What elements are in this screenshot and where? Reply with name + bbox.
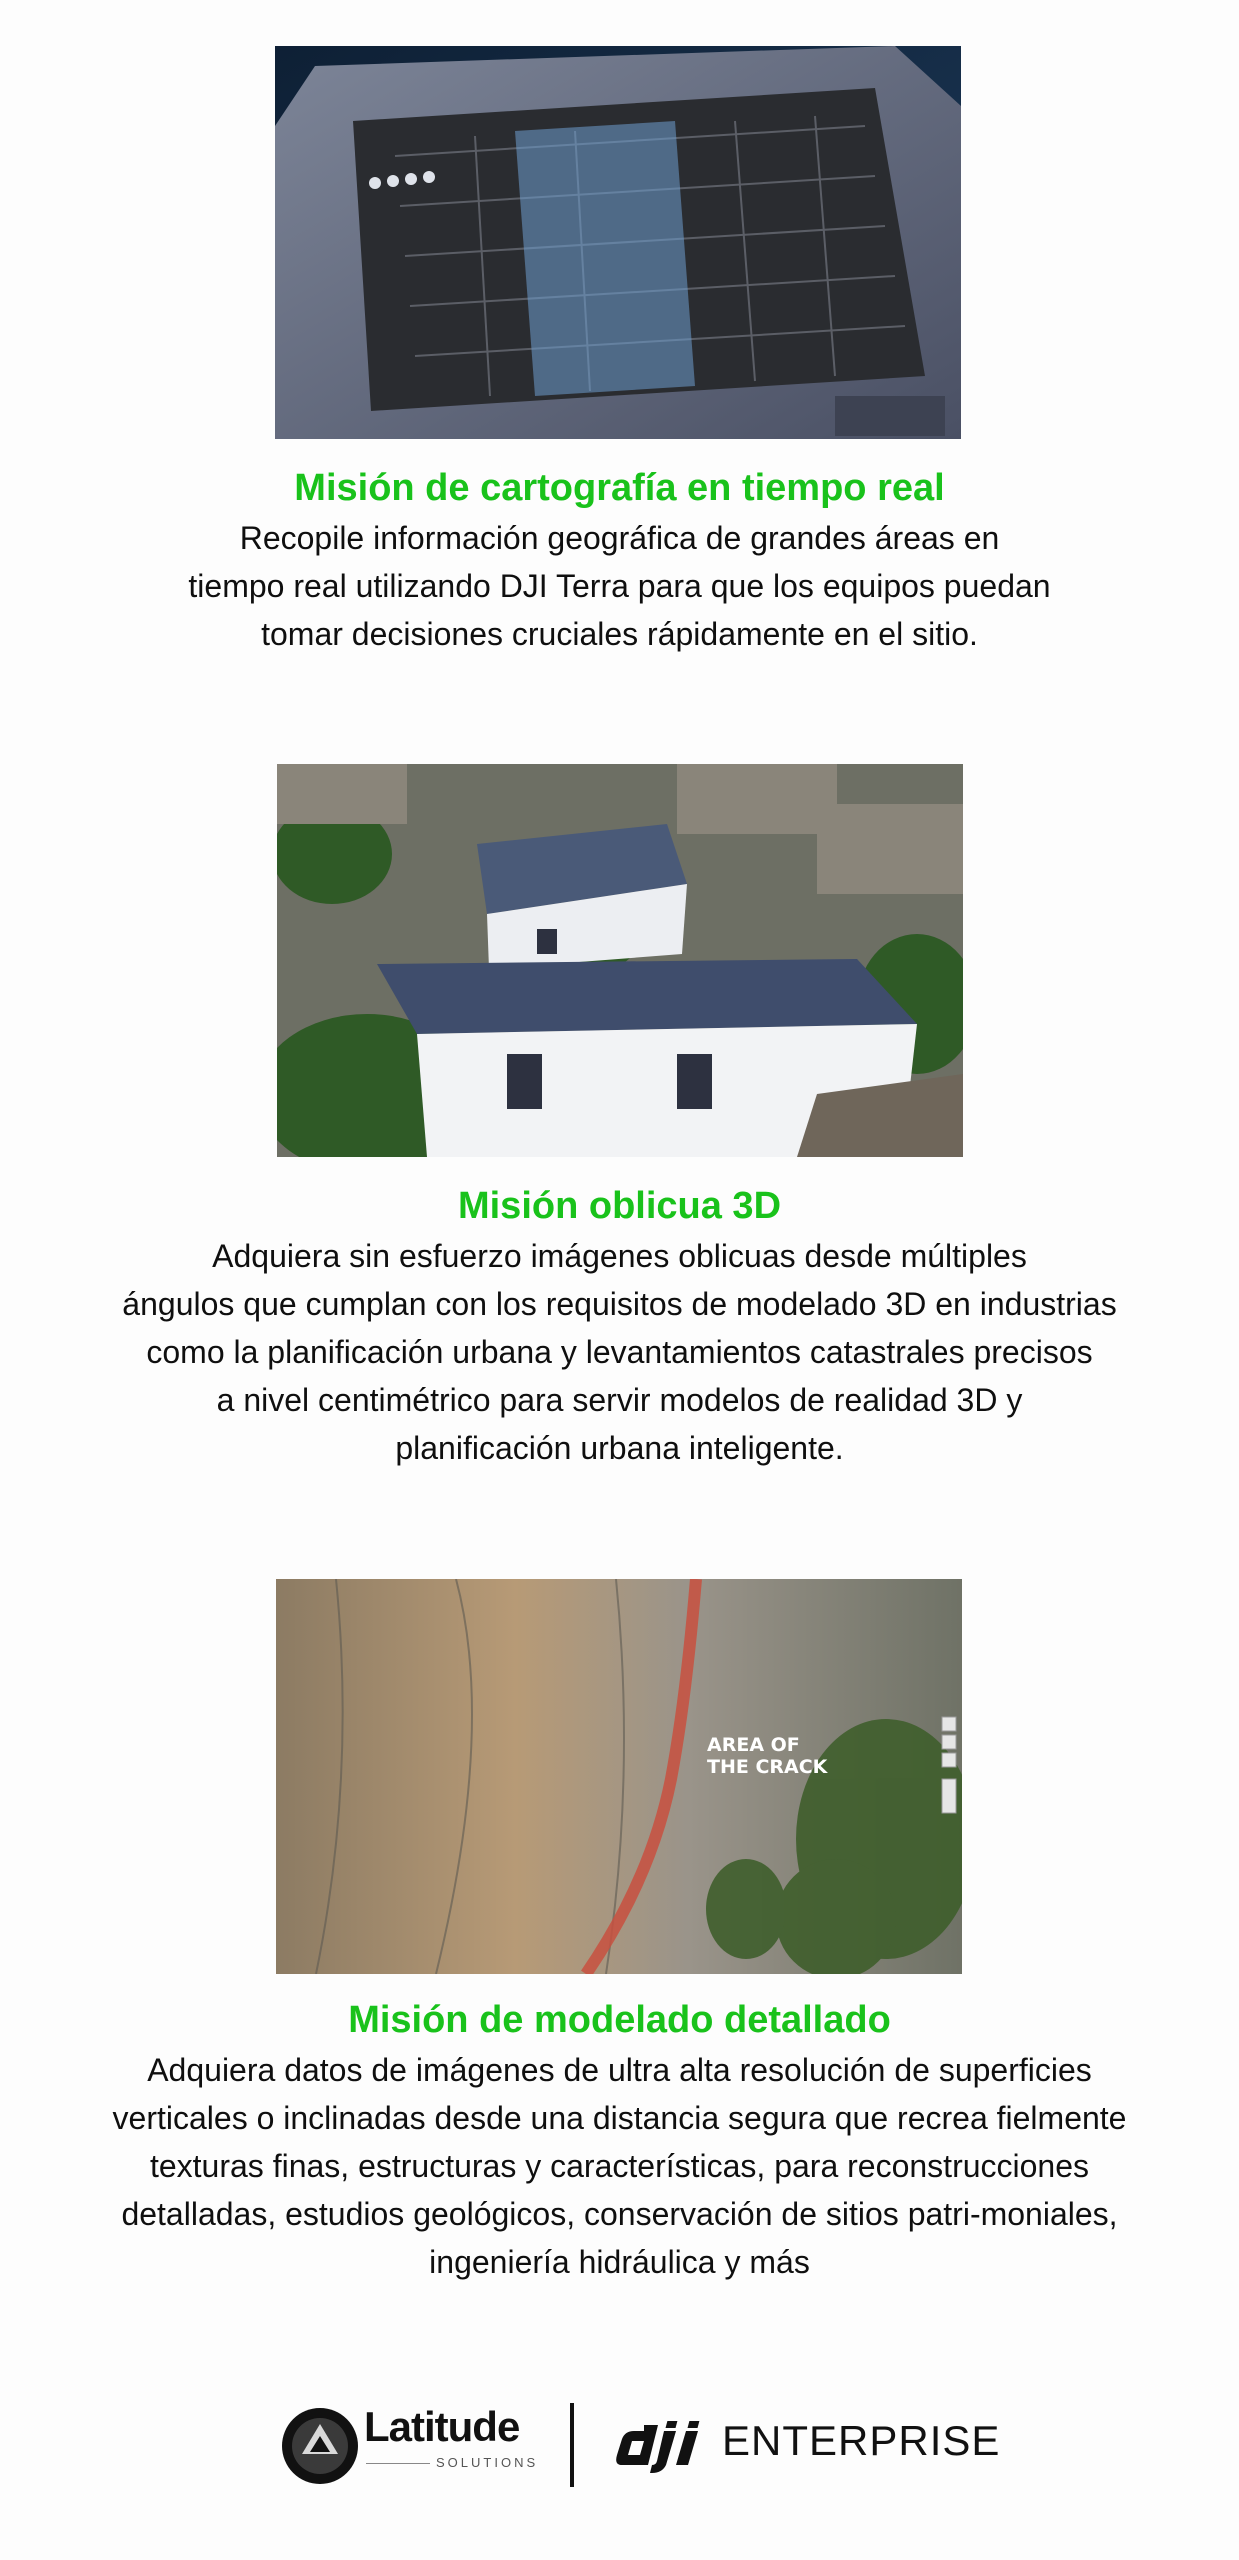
latitude-subtitle: SOLUTIONS — [436, 2455, 539, 2470]
latitude-logo-icon — [280, 2406, 360, 2486]
description-line: texturas finas, estructuras y características, para reconstrucciones — [149, 2148, 1090, 2184]
description-line: como la planificación urbana y levantamientos catastrales precisos — [146, 1334, 1093, 1370]
description-line: Adquiera datos de imágenes de ultra alta resolución de superficies — [147, 2052, 1092, 2088]
description-line: tiempo real utilizando DJI Terra para que los equipos puedan — [188, 568, 1051, 604]
description-line: tomar decisiones cruciales rápidamente en el sitio. — [261, 616, 978, 652]
description-line: Adquiera sin esfuerzo imágenes oblicuas desde múltiples — [212, 1238, 1027, 1274]
overlay-label: AREA OF — [707, 1734, 800, 1756]
description-line: ángulos que cumplan con los requisitos de modelado 3D en industrias — [122, 1286, 1117, 1322]
logo-divider — [570, 2403, 574, 2487]
section-title: Misión de modelado detallado — [348, 1999, 891, 2041]
description-line: detalladas, estudios geológicos, conservación de sitios patri-moniales, — [121, 2196, 1118, 2232]
cliff-image — [276, 1579, 962, 1974]
building-aerial-image — [277, 764, 963, 1157]
section-description — [60, 1232, 1179, 1472]
footer-logos — [0, 2395, 1239, 2495]
overlay-label: THE CRACK — [707, 1756, 828, 1778]
dji-logo-icon — [614, 2415, 710, 2475]
description-line: verticales o inclinadas desde una distancia segura que recrea fielmente — [112, 2100, 1127, 2136]
description-line: a nivel centimétrico para servir modelos de realidad 3D y — [216, 1382, 1023, 1418]
description-line: ingeniería hidráulica y más — [429, 2244, 810, 2280]
section-description — [60, 514, 1179, 658]
laptop-map-image — [275, 46, 961, 439]
description-line: Recopile información geográfica de grandes áreas en — [239, 520, 1000, 556]
section-title: Misión oblicua 3D — [457, 1185, 782, 1227]
description-line: planificación urbana inteligente. — [395, 1430, 844, 1466]
section-description — [60, 2046, 1179, 2286]
latitude-underline — [366, 2463, 430, 2464]
section-title: Misión de cartografía en tiempo real — [294, 467, 945, 509]
latitude-wordmark: Latitude — [364, 2403, 520, 2450]
enterprise-wordmark: ENTERPRISE — [722, 2417, 1001, 2464]
